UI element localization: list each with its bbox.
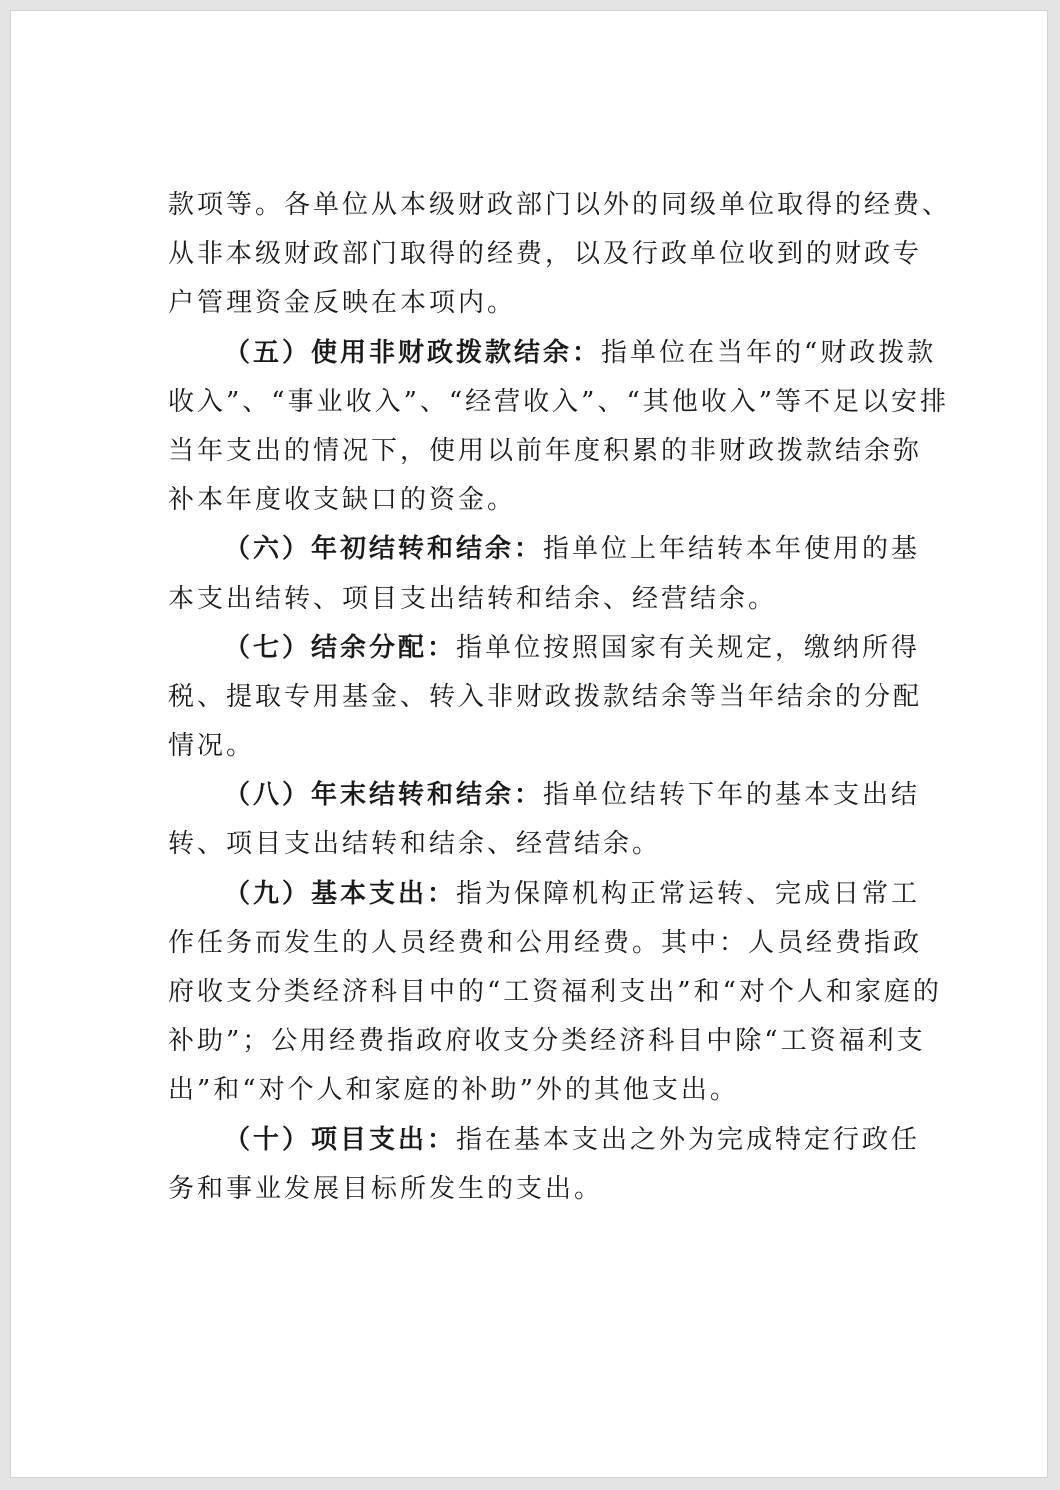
- text-line: 务和事业发展目标所发生的支出。: [168, 1173, 604, 1204]
- text-line: 当年支出的情况下，使用以前年度积累的非财政拨款结余弥: [168, 435, 923, 466]
- section-9-paragraph: [168, 870, 942, 1116]
- section-8-paragraph: [168, 771, 928, 869]
- section-term: （九）基本支出：: [224, 878, 457, 909]
- section-term: （七）结余分配：: [224, 632, 457, 663]
- text-line: 作任务而发生的人员经费和公用经费。其中：人员经费指政: [168, 927, 923, 958]
- text-line: 本支出结转、项目支出结转和结余、经营结余。: [168, 583, 778, 614]
- section-term: （八）年末结转和结余：: [224, 780, 544, 811]
- text-line: 指单位结转下年的基本支出结: [543, 780, 921, 811]
- section-term: （五）使用非财政拨款结余：: [224, 337, 602, 368]
- section-5-paragraph: [168, 329, 950, 526]
- section-10-paragraph: [168, 1116, 928, 1214]
- text-line: 指单位在当年的“财政拨款: [601, 337, 937, 368]
- section-6-paragraph: [168, 525, 928, 623]
- text-line: 指单位上年结转本年使用的基: [543, 534, 921, 565]
- intro-paragraph: [168, 181, 952, 329]
- text-line: 府收支分类经济科目中的“工资福利支出”和“对个人和家庭的: [168, 977, 942, 1007]
- text-line: 款项等。各单位从本级财政部门以外的同级单位取得的经费、: [168, 190, 952, 220]
- text-line: 转、项目支出结转和结余、经营结余。: [168, 829, 662, 860]
- section-7-paragraph: [168, 624, 928, 772]
- text-line: 情况。: [168, 731, 256, 762]
- text-line: 指为保障机构正常运转、完成日常工: [456, 878, 921, 909]
- text-line: 补本年度收支缺口的资金。: [168, 485, 517, 516]
- text-line: 户管理资金反映在本项内。: [168, 288, 517, 319]
- section-term: （六）年初结转和结余：: [224, 534, 544, 565]
- text-line: 税、提取专用基金、转入非财政拨款结余等当年结余的分配: [168, 681, 923, 712]
- text-line: 从非本级财政部门取得的经费，以及行政单位收到的财政专: [168, 239, 923, 270]
- text-line: 出”和“对个人和家庭的补助”外的其他支出。: [168, 1075, 739, 1106]
- text-line: 指单位按照国家有关规定，缴纳所得: [456, 632, 921, 663]
- document-page: [10, 10, 1048, 1478]
- text-line: 指在基本支出之外为完成特定行政任: [456, 1124, 921, 1155]
- text-line: 补助”；公用经费指政府收支分类经济科目中除“工资福利支: [168, 1026, 926, 1057]
- body-text: [168, 181, 952, 1214]
- section-term: （十）项目支出：: [224, 1124, 457, 1155]
- text-line: 收入”、“事业收入”、“经营收入”、“其他收入”等不足以安排: [168, 386, 950, 417]
